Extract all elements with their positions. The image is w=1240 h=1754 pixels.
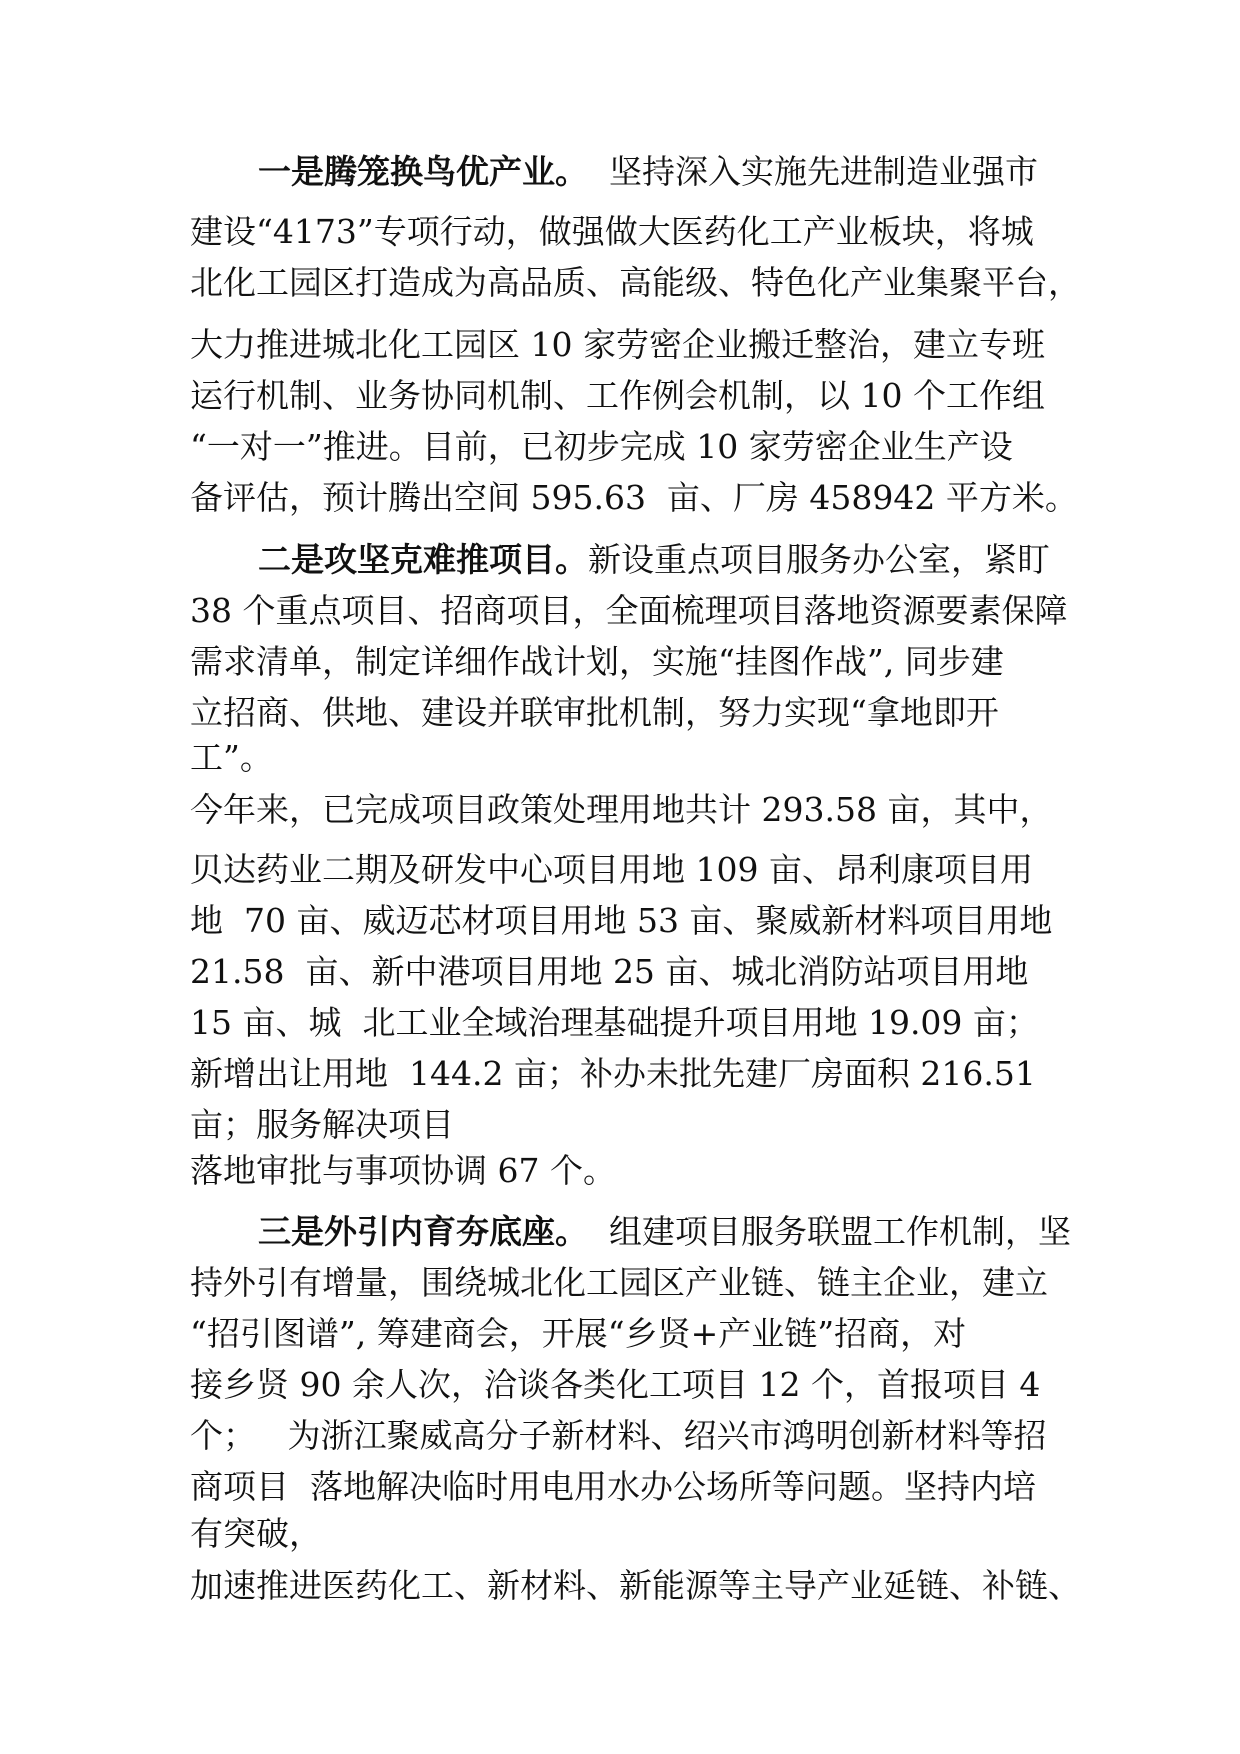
paragraph-3-line-2: 持外引有增量，围绕城北化工园区产业链、链主企业，建立 [190,1263,1048,1302]
paragraph-1-line-3: 北化工园区打造成为高品质、高能级、特色化产业集聚平台， [190,263,1081,302]
paragraph-2-line-9: 21.58 亩、新中港项目用地 25 亩、城北消防站项目用地 [190,952,1029,991]
paragraph-3-line-8: 加速推进医药化工、新材料、新能源等主导产业延链、补链、 [190,1566,1081,1605]
paragraph-1-line-2: 建设“4173”专项行动，做强做大医药化工产业板块，将城 [190,212,1034,251]
paragraph-2-line-4: 立招商、供地、建设并联审批机制，努力实现“拿地即开 [190,693,999,732]
paragraph-1-line-6: “一对一”推进。目前，已初步完成 10 家劳密企业生产设 [190,427,1013,466]
paragraph-2-line-3: 需求清单，制定详细作战计划，实施“挂图作战”, 同步建 [190,642,1004,681]
paragraph-1-line-5: 运行机制、业务协同机制、工作例会机制，以 10 个工作组 [190,376,1045,415]
paragraph-2-line-13: 落地审批与事项协调 67 个。 [190,1151,616,1190]
paragraph-3-line-4: 接乡贤 90 余人次，洽谈各类化工项目 12 个，首报项目 4 [190,1365,1041,1404]
paragraph-2-text: 新设重点项目服务办公室，紧盯 [588,540,1050,579]
paragraph-2-line-5: 工”。 [190,738,273,777]
paragraph-3-heading: 三是外引内育夯底座。 [258,1212,588,1251]
paragraph-3-line-7: 有突破， [190,1514,322,1553]
paragraph-3-line-6: 商项目 落地解决临时用电用水办公场所等问题。坚持内培 [190,1467,1036,1506]
paragraph-2-line-10: 15 亩、城 北工业全域治理基础提升项目用地 19.09 亩； [190,1003,1039,1042]
paragraph-1-line-4: 大力推进城北化工园区 10 家劳密企业搬迁整治，建立专班 [190,325,1045,364]
paragraph-2-line-6: 今年来，已完成项目政策处理用地共计 293.58 亩，其中， [190,790,1053,829]
paragraph-2-line-11: 新增出让用地 144.2 亩；补办未批先建厂房面积 216.51 [190,1054,1036,1093]
paragraph-2-line-1 [258,535,1138,585]
paragraph-1-text: 坚持深入实施先进制造业强市 [588,152,1038,191]
paragraph-3-line-3: “招引图谱”, 筹建商会，开展“乡贤+产业链”招商，对 [190,1314,967,1353]
paragraph-2-line-2: 38 个重点项目、招商项目，全面梳理项目落地资源要素保障 [190,591,1068,630]
paragraph-3-line-5: 个； 为浙江聚威高分子新材料、绍兴市鸿明创新材料等招 [190,1416,1047,1455]
paragraph-1-line-7: 备评估，预计腾出空间 595.63 亩、厂房 458942 平方米。 [190,478,1078,517]
paragraph-2-line-8: 地 70 亩、威迈芯材项目用地 53 亩、聚威新材料项目用地 [190,901,1053,940]
paragraph-1-line-1 [258,147,1138,197]
paragraph-3-text: 组建项目服务联盟工作机制，坚 [588,1212,1071,1251]
paragraph-2-line-7: 贝达药业二期及研发中心项目用地 109 亩、昂利康项目用 [190,850,1033,889]
paragraph-3-line-1 [258,1207,1138,1257]
paragraph-2-line-12: 亩；服务解决项目 [190,1105,454,1144]
paragraph-1-heading: 一是腾笼换鸟优产业。 [258,152,588,191]
paragraph-2-heading: 二是攻坚克难推项目。 [258,540,588,579]
